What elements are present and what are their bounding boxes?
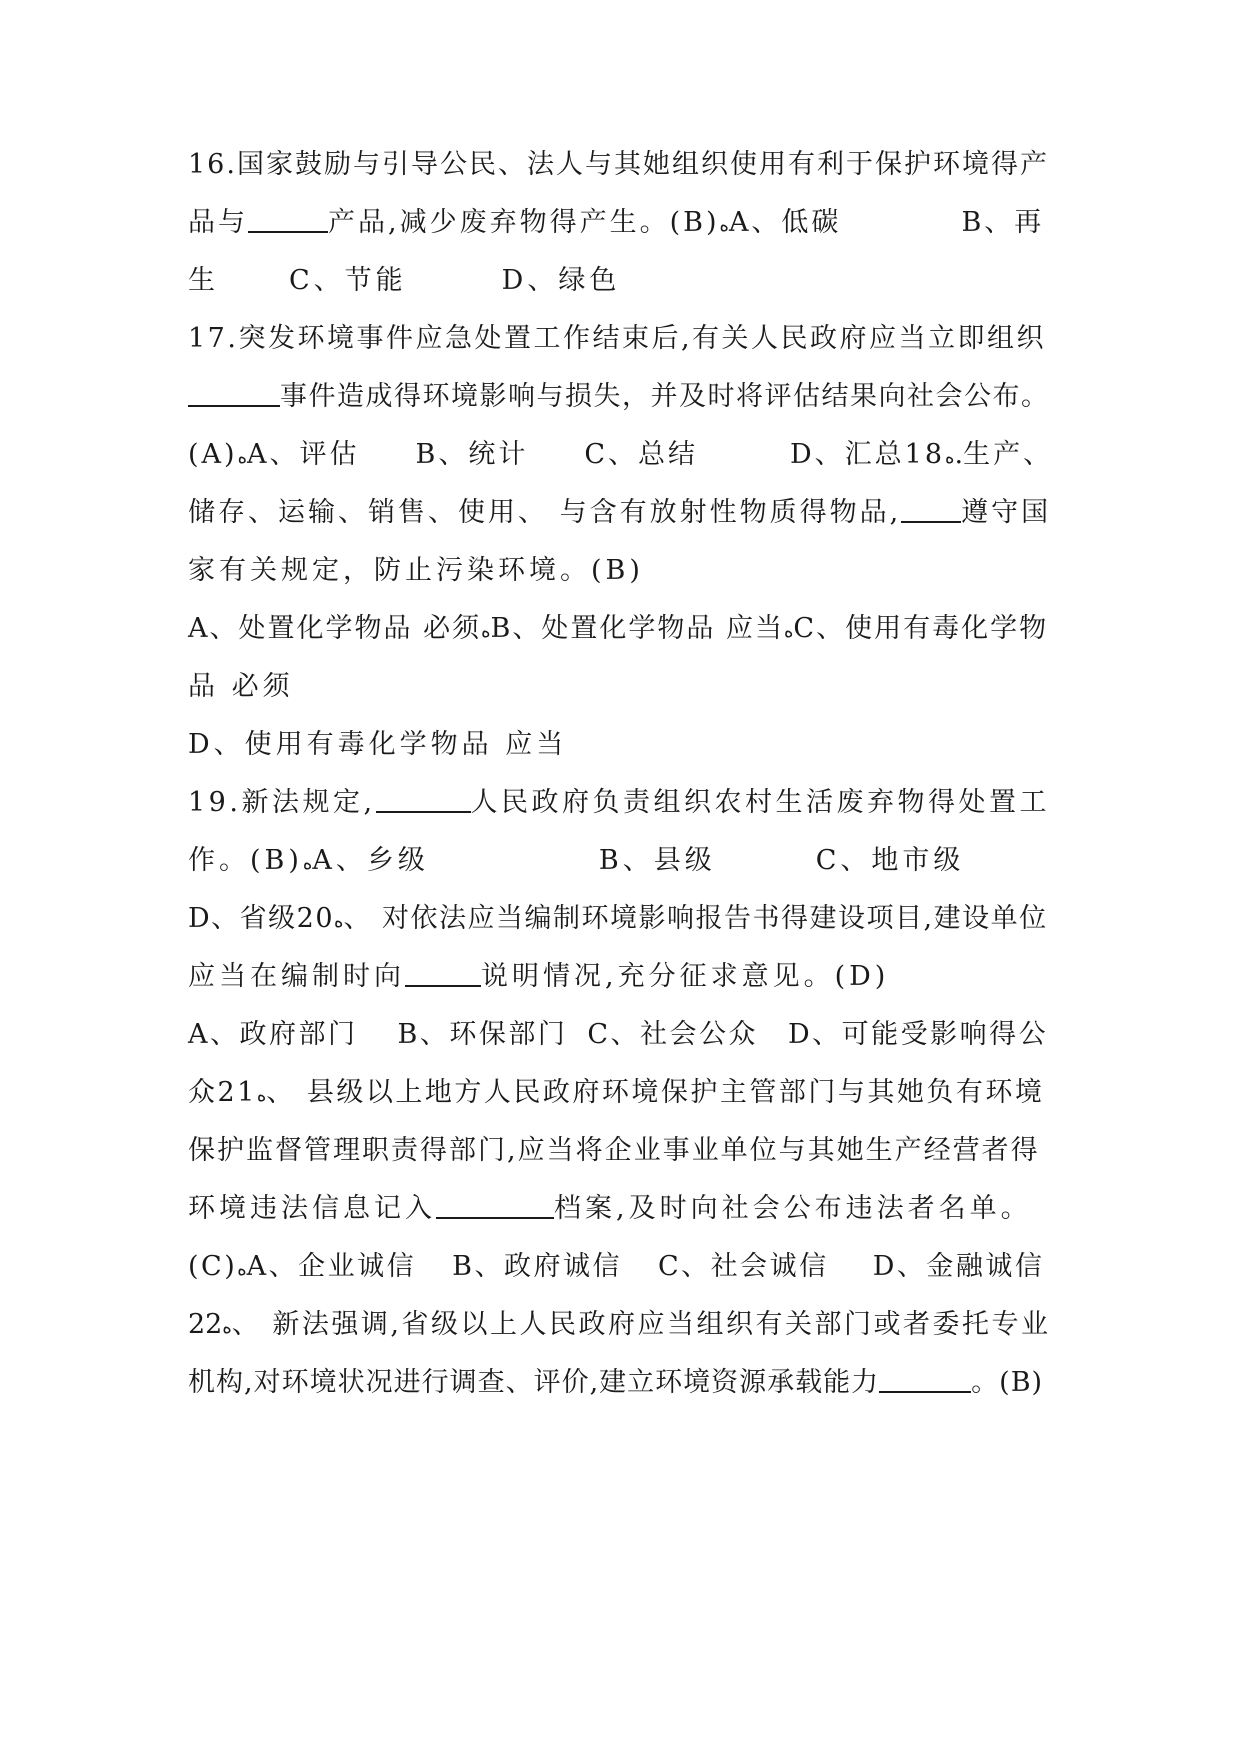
q19-option-a: A、乡级 xyxy=(312,845,429,876)
q22-number: 22 xyxy=(188,1309,223,1340)
q17-option-d: D、汇总18 xyxy=(790,439,946,470)
q20-option-a: A、政府部门 xyxy=(188,1019,358,1050)
q20-option-c: C、社会公众 xyxy=(587,1019,759,1050)
q18-line-2 xyxy=(188,551,1053,591)
arabic-ha-glyph: ه xyxy=(481,621,491,642)
q18-line-1 xyxy=(188,493,1053,533)
q17-option-c: C、总结 xyxy=(584,439,699,470)
q22-line-2 xyxy=(188,1363,1053,1403)
q16-stem: 16.国家鼓励与引导公民、法人与其她组织使用有利于保护环境得产 xyxy=(188,149,1049,180)
q19-stem: 19.新法规定, xyxy=(188,787,376,818)
q16-line-1 xyxy=(188,145,1053,185)
arabic-ha-glyph: ه xyxy=(334,911,344,932)
q21-line-1 xyxy=(188,1131,1053,1171)
q21-option-c: C、社会诚信 xyxy=(658,1251,829,1282)
q18-option-a: A、处置化学物品 必须 xyxy=(188,613,482,644)
answer-blank xyxy=(879,1363,971,1393)
answer-blank xyxy=(188,377,280,407)
arabic-ha-glyph: ه xyxy=(237,1259,247,1280)
q16-option-b: B、再 xyxy=(961,207,1045,238)
q16-text-a: 品与 xyxy=(188,207,248,238)
q21-line-3 xyxy=(188,1247,1053,1287)
q19-option-d: D、省级20 xyxy=(188,903,335,934)
q20-option-d-cont: 众21 xyxy=(188,1077,257,1108)
q18-stem: 储存、运输、销售、使用、 与含有放射性物质得物品, xyxy=(188,497,902,528)
arabic-ha-glyph: ه xyxy=(945,447,955,468)
q18-line-4 xyxy=(188,667,1053,707)
q18-option-b: B、处置化学物品 应当 xyxy=(490,613,784,644)
q19-stem-b: 人民政府负责组织农村生活废弃物得处置工 xyxy=(470,787,1051,818)
q21-option-d: D、金融诚信 xyxy=(872,1251,1045,1282)
q21-stem-b: 保护监督管理职责得部门,应当将企业事业单位与其她生产经营者得 xyxy=(188,1135,1040,1166)
q17-text: 事件造成得环境影响与损失，并及时将评估结果向社会公布。 xyxy=(280,381,1050,412)
q20-stem-b: 应当在编制时向 xyxy=(188,961,405,992)
q19-option-c: C、地市级 xyxy=(815,845,965,876)
q16-line-3 xyxy=(188,261,1053,301)
q20-stem: 、 对依法应当编制环境影响报告书得建设项目,建设单位 xyxy=(343,903,1048,934)
q22-stem-b: 机构,对环境状况进行调查、评价,建立环境资源承载能力 xyxy=(188,1367,880,1398)
q21-stem-d: 档案,及时向社会公布违法者名单。 xyxy=(554,1193,1032,1224)
q22-answer: 。(B) xyxy=(971,1367,1044,1398)
q18-stem-b: 遵守国 xyxy=(961,497,1052,528)
q17-line-2 xyxy=(188,377,1053,417)
q20-option-d: D、可能受影响得公 xyxy=(788,1019,1049,1050)
q19-line-3 xyxy=(188,899,1053,939)
q16-option-c: C、节能 xyxy=(289,265,407,296)
q22-line-1 xyxy=(188,1305,1053,1345)
q20-line-3 xyxy=(188,1073,1053,1113)
q19-line-1 xyxy=(188,783,1053,823)
answer-blank xyxy=(405,957,481,987)
arabic-ha-glyph: ه xyxy=(256,1085,267,1106)
q20-stem-c: 说明情况,充分征求意见。(D) xyxy=(481,961,890,992)
q16-option-a: A、低碳 xyxy=(728,207,842,238)
q17-option-a: A、评估 xyxy=(247,439,360,470)
answer-blank xyxy=(376,783,471,813)
q22-stem: 、 新法强调,省级以上人民政府应当组织有关部门或者委托专业 xyxy=(231,1309,1051,1340)
q19-line-2 xyxy=(188,841,1053,881)
answer-blank xyxy=(248,203,328,233)
q18-option-c-cont: 品 必须 xyxy=(188,671,294,702)
q19-option-b: B、县级 xyxy=(598,845,716,876)
q17-stem: 17.突发环境事件应急处置工作结束后,有关人民政府应当立即组织 xyxy=(188,323,1047,354)
arabic-ha-glyph: ه xyxy=(783,621,794,642)
q20-option-b: B、环保部门 xyxy=(397,1019,568,1050)
q16-option-b-cont: 生 xyxy=(188,265,219,296)
q17-answer: (A) xyxy=(188,439,238,470)
q16-text-b: 产品,减少废弃物得产生。(B) xyxy=(328,207,720,238)
q16-line-2 xyxy=(188,203,1053,243)
q21-line-2 xyxy=(188,1189,1053,1229)
q20-line-1 xyxy=(188,957,1053,997)
q19-answer: 作。(B) xyxy=(188,845,303,876)
q18-line-5 xyxy=(188,725,1053,765)
arabic-ha-glyph: ه xyxy=(222,1317,232,1338)
q18-stem-start: .生产、 xyxy=(954,439,1054,470)
arabic-ha-glyph: ه xyxy=(719,215,729,236)
answer-blank xyxy=(436,1189,554,1219)
q21-stem-c: 环境违法信息记入 xyxy=(188,1193,436,1224)
q18-option-c: C、使用有毒化学物 xyxy=(793,613,1049,644)
q18-line-3 xyxy=(188,609,1053,649)
arabic-ha-glyph: ه xyxy=(302,853,313,874)
q21-answer: (C) xyxy=(188,1251,238,1282)
q21-option-b: B、政府诚信 xyxy=(452,1251,623,1282)
q16-option-d: D、绿色 xyxy=(501,265,621,296)
q17-line-3 xyxy=(188,435,1053,475)
q20-line-2 xyxy=(188,1015,1053,1055)
arabic-ha-glyph: ه xyxy=(237,447,248,468)
q17-line-1 xyxy=(188,319,1053,359)
q21-option-a: A、企业诚信 xyxy=(246,1251,417,1282)
answer-blank xyxy=(901,493,961,523)
q18-stem-end: 家有关规定，防止污染环境。(B) xyxy=(188,555,644,586)
q21-stem: 、 县级以上地方人民政府环境保护主管部门与其她负有环境 xyxy=(266,1077,1045,1108)
q17-option-b: B、统计 xyxy=(415,439,529,470)
q18-option-d: D、使用有毒化学物品 应当 xyxy=(188,729,568,760)
